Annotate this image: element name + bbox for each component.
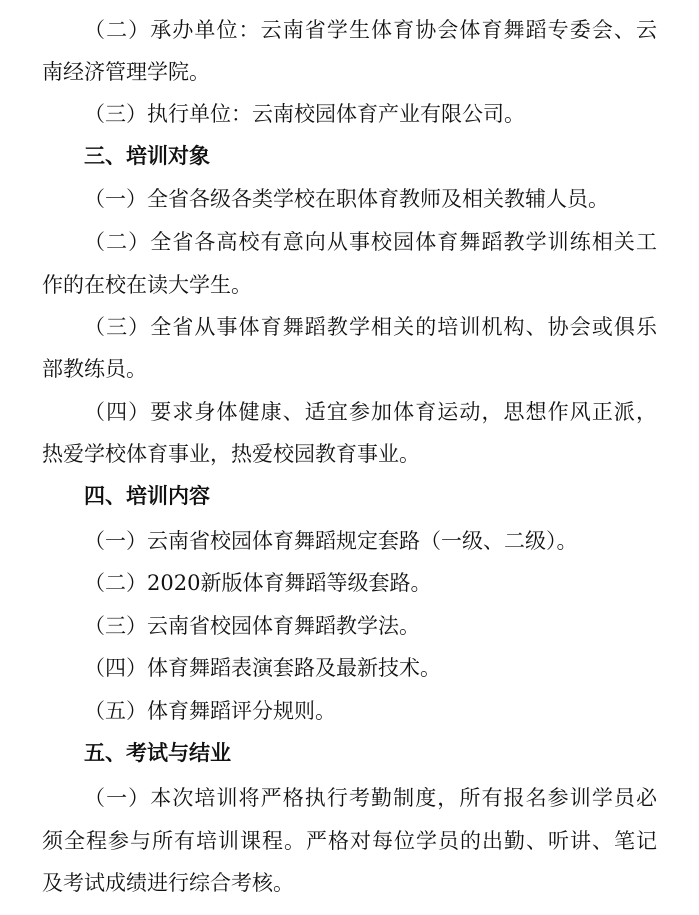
organizer-2-line-2: 南经济管理学院。	[42, 60, 210, 84]
content-3: （三）云南省校园体育舞蹈教学法。	[84, 614, 420, 638]
exam-1-line-3: 及考试成绩进行综合考核。	[42, 871, 294, 895]
target-3-line-2: 部教练员。	[42, 357, 147, 381]
organizer-2-line-1: （二）承办单位：云南省学生体育协会体育舞蹈专委会、云	[84, 18, 657, 42]
organizer-3: （三）执行单位：云南校园体育产业有限公司。	[84, 102, 525, 126]
target-2-line-2: 作的在校在读大学生。	[42, 273, 252, 297]
section-5-heading: 五、考试与结业	[84, 741, 231, 765]
content-4: （四）体育舞蹈表演套路及最新技术。	[84, 656, 441, 680]
content-2: （二）2020新版体育舞蹈等级套路。	[84, 571, 432, 595]
target-2-line-1: （二）全省各高校有意向从事校园体育舞蹈教学训练相关工	[84, 230, 657, 254]
target-4-line-1: （四）要求身体健康、适宜参加体育运动，思想作风正派，	[84, 400, 657, 424]
target-1: （一）全省各级各类学校在职体育教师及相关教辅人员。	[84, 187, 609, 211]
section-4-heading: 四、培训内容	[84, 484, 210, 508]
content-1: （一）云南省校园体育舞蹈规定套路（一级、二级）。	[84, 529, 578, 553]
target-3-line-1: （三）全省从事体育舞蹈教学相关的培训机构、协会或俱乐	[84, 315, 657, 339]
section-3-heading: 三、培训对象	[84, 144, 210, 168]
target-4-line-2: 热爱学校体育事业，热爱校园教育事业。	[42, 442, 420, 466]
exam-1-line-2: 须全程参与所有培训课程。严格对每位学员的出勤、听讲、笔记	[42, 829, 657, 853]
exam-1-line-1: （一）本次培训将严格执行考勤制度，所有报名参训学员必	[84, 786, 657, 810]
content-5: （五）体育舞蹈评分规则。	[84, 699, 336, 723]
